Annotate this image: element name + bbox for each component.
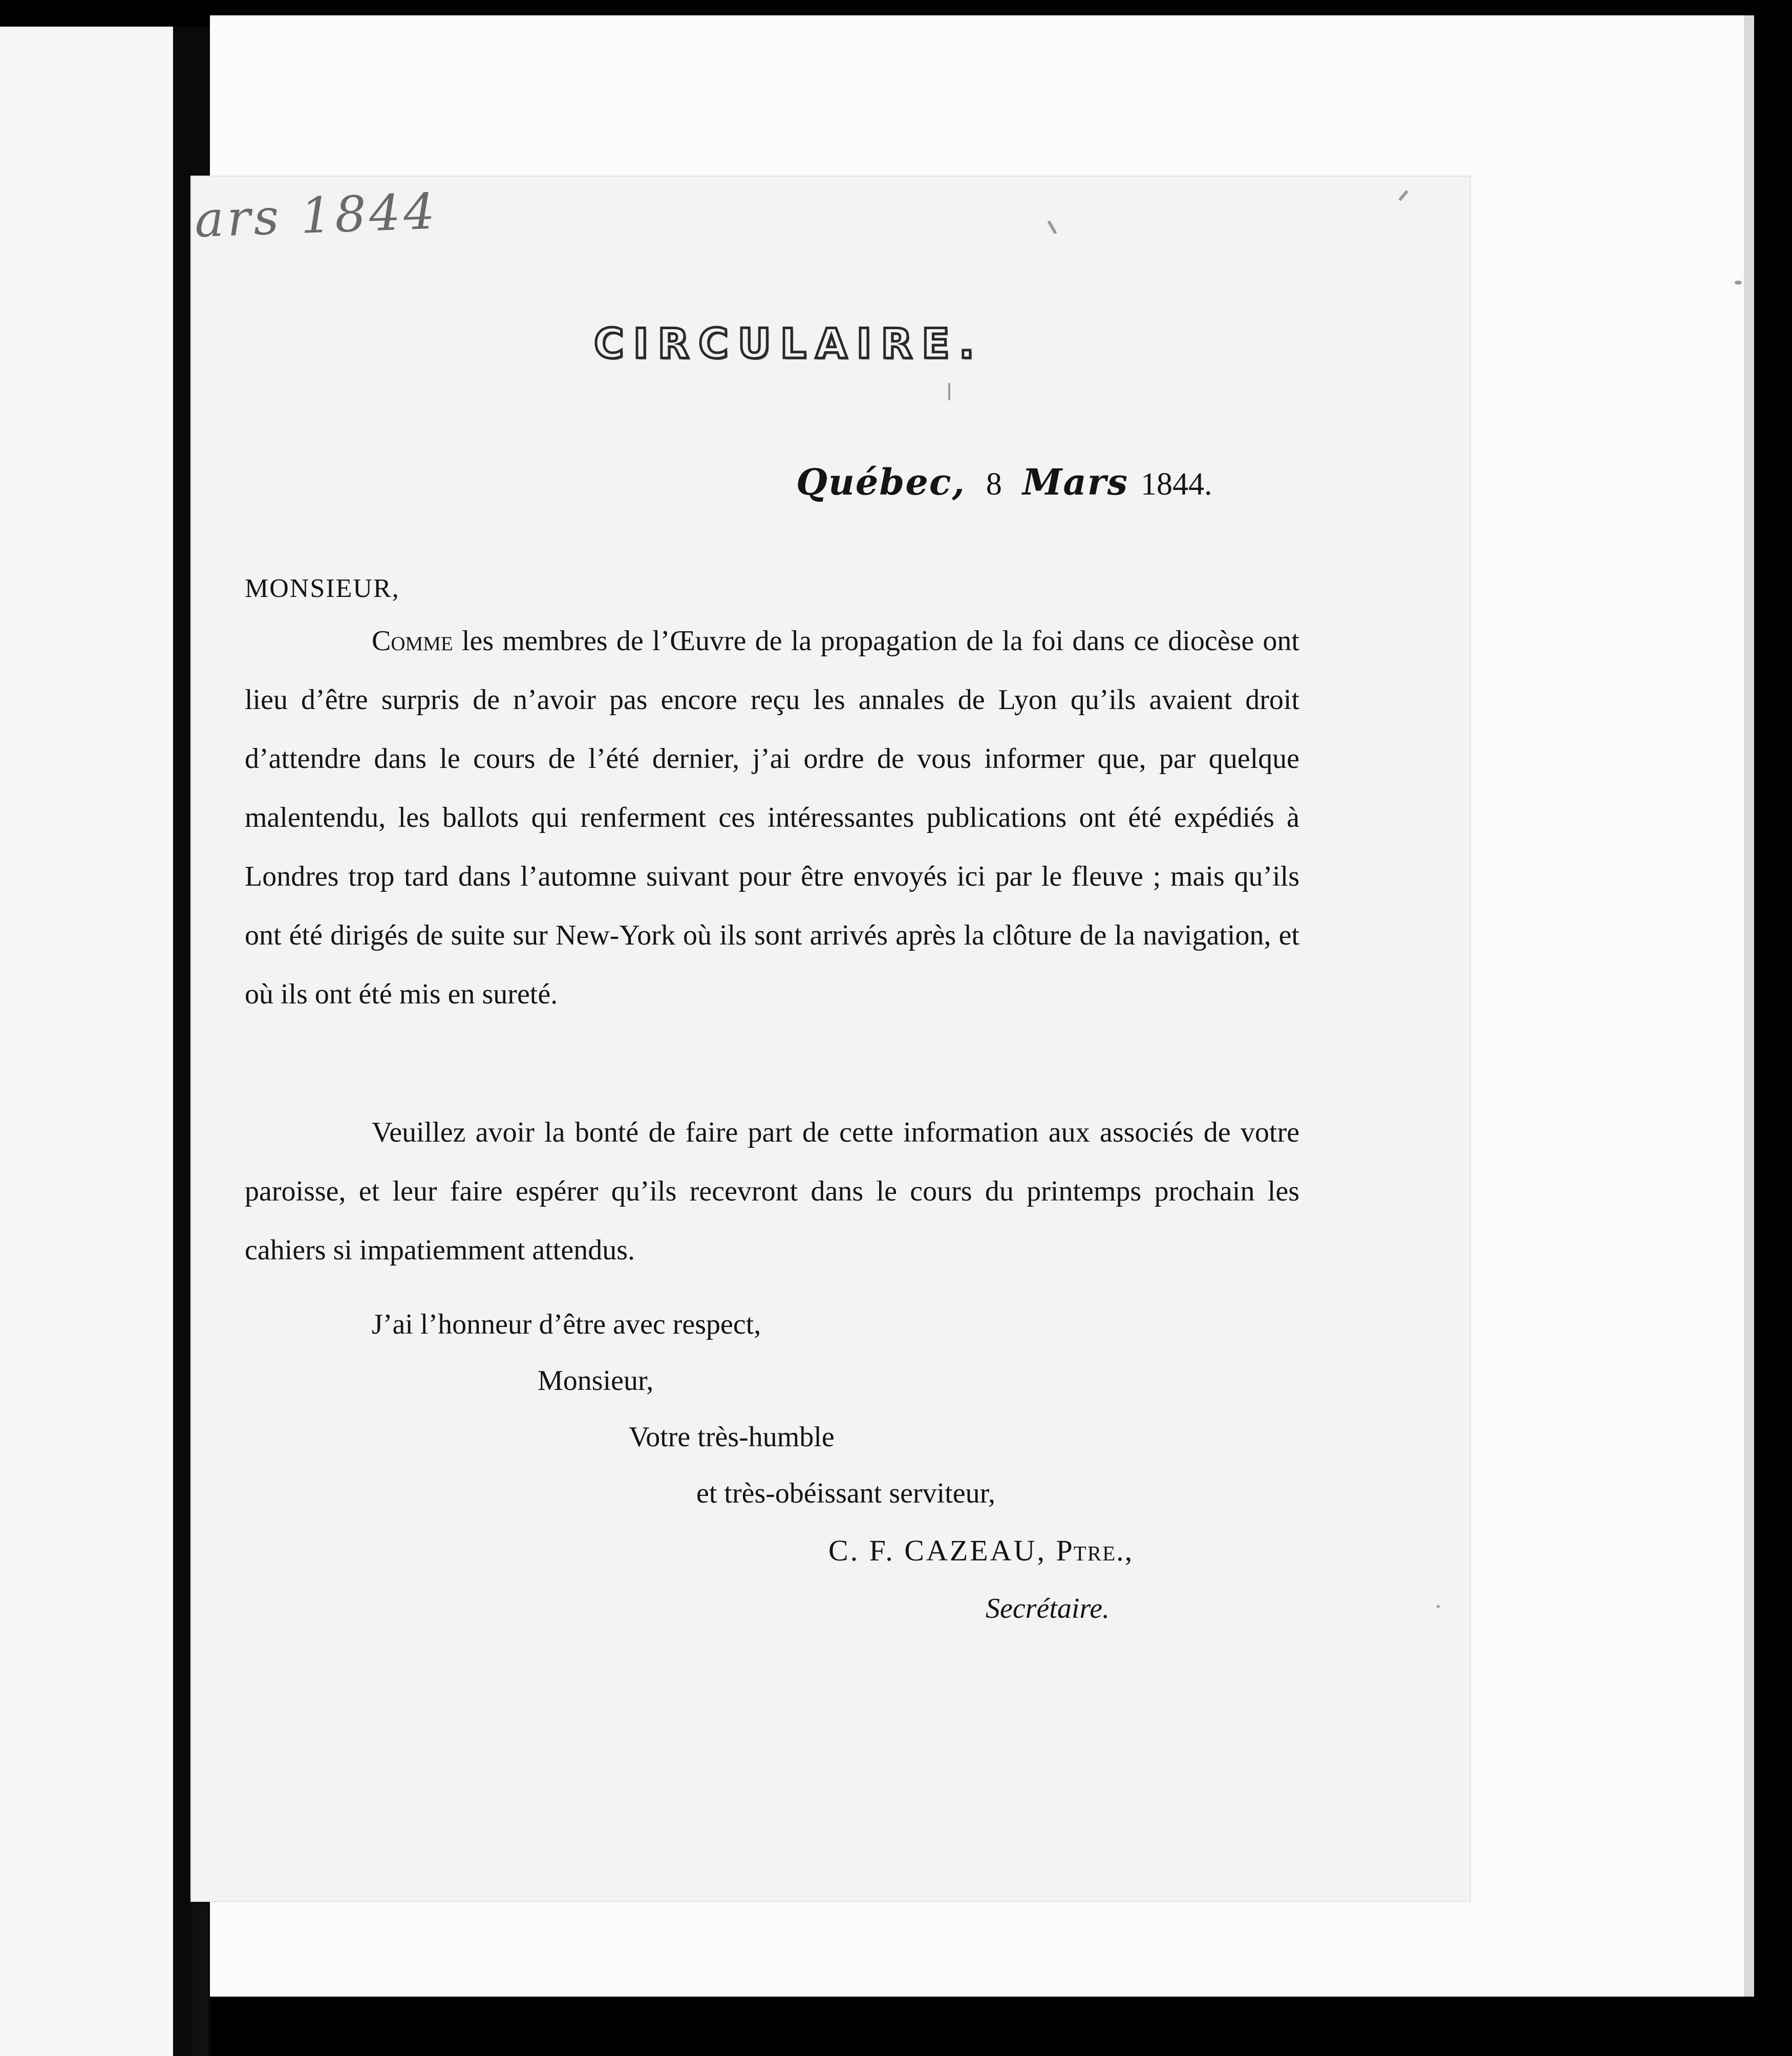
body-paragraph-2: Veuillez avoir la bonté de faire part de cette information aux associés de votre paroisse, et leur faire espérer qu’ils recevront dans le cours du printemps prochain les cahiers si impatiemment attendus. [245,1117,1299,1266]
dateline-month: Mars [1022,461,1129,503]
body-paragraph-1 [245,612,1299,1024]
handwritten-date-note: ars 1844 [194,182,439,249]
dateline-day: 8 [986,467,1002,502]
circular-letter-sheet [191,177,1470,1901]
closing-obedient: et très-obéissant serviteur, [696,1477,996,1509]
dateline [796,461,1212,503]
circular-heading: CIRCULAIRE. [594,320,984,368]
closing-respect: J’ai l’honneur d’être avec respect, [372,1309,761,1340]
dateline-place: Québec, [796,461,966,503]
dateline-year: 1844. [1141,467,1212,502]
salutation: MONSIEUR, [245,574,400,603]
closing-humble: Votre très-humble [629,1421,835,1453]
paragraph-1-text: les membres de l’Œuvre de la propagation de la foi dans ce diocèse ont lieu d’être surpris de n’avoir pas encore reçu les annales de Lyon qu’ils avaient droit d’attendre dans le cours de l’été dernier, j’ai ordre de vous informer que, par quelque malentendu, les ballots qui renferment ces intéressantes publications ont été expédiés à Londres trop tard dans l’automne suivant pour être envoyés ici par le fleuve ; mais qu’ils ont été dirigés de suite sur New-York où ils sont arrivés après la clôture de la navigation, et où ils ont été mis en sureté. [245,625,1299,1010]
signature-title: Secrétaire. [986,1593,1110,1624]
scan-speck [1437,1605,1440,1608]
signature-name [828,1533,1133,1568]
adjacent-page [0,27,173,2056]
scan-speck [948,383,950,400]
binding-mark [193,1904,208,2056]
page-edge [1744,15,1754,1997]
closing-monsieur: Monsieur, [538,1365,654,1397]
signature-suffix: Ptre., [1056,1534,1134,1567]
paragraph-lead-word: Comme [372,625,453,657]
scan-speck [1735,281,1742,285]
signature-name-text: C. F. CAZEAU, [828,1534,1047,1567]
